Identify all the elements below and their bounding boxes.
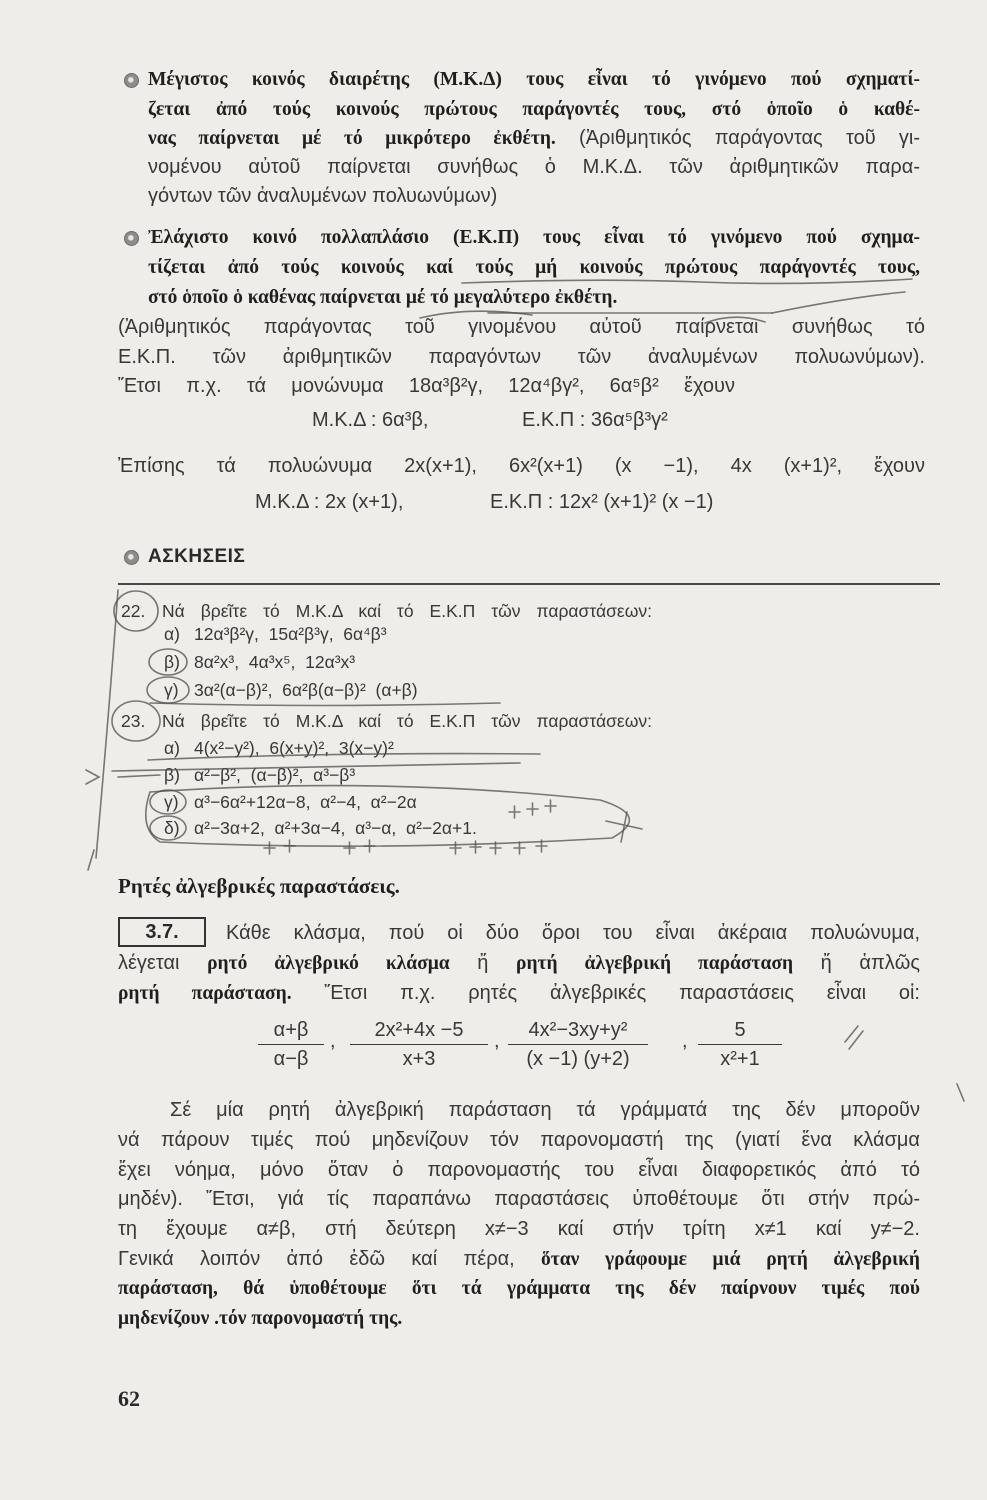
definition-line-1: Κάθε κλάσμα, πού οἱ δύο ὅροι του εἶναι ἀκέραια πολυώνυμα,	[226, 922, 920, 944]
exercise-23-item-label: α)	[164, 738, 180, 758]
exercise-22-item-label: γ)	[164, 680, 179, 700]
exercise-22-prompt: Νά βρεῖτε τό Μ.Κ.Δ καί τό Ε.Κ.Π τῶν παραστάσεων:	[162, 601, 652, 621]
exercise-22-item-text: 12α³β²γ, 15α²β³γ, 6α⁴β³	[194, 624, 387, 644]
lcm-line-5: Ε.Κ.Π. τῶν ἀριθμητικῶν παραγόντων τῶν ἀναλυμένων πολυωνύμων).	[118, 346, 925, 368]
fraction-numerator: 5	[698, 1016, 782, 1045]
paragraph-line-8: μηδενίζουν .τόν παρονομαστή της.	[118, 1308, 403, 1329]
fraction-separator: ,	[330, 1030, 336, 1052]
fraction-denominator: (x −1) (y+2)	[526, 1048, 630, 1070]
pencil-stroke	[88, 590, 118, 870]
paragraph-line-5: τη ἔχουμε α≠β, στή δεύτερη x≠−3 καί στήν τρίτη x≠1 καί y≠−2.	[118, 1218, 920, 1240]
pencil-plus-marks	[509, 800, 556, 818]
exercise-23-item-label: β)	[164, 765, 180, 785]
exercise-23-prompt: Νά βρεῖτε τό Μ.Κ.Δ καί τό Ε.Κ.Π τῶν παραστάσεων:	[162, 711, 652, 731]
exercises-heading: ΑΣΚΗΣΕΙΣ	[148, 546, 246, 567]
exercise-22-item-label: β)	[164, 652, 180, 672]
example-monomials-gcd: Μ.Κ.Δ : 6α³β,	[312, 409, 429, 431]
fraction-numerator: 2x²+4x −5	[350, 1016, 488, 1045]
definition-text: ἤ	[477, 952, 489, 974]
exercises-divider	[118, 583, 940, 585]
example-poly-line: Ἐπίσης τά πολυώνυμα 2x(x+1), 6x²(x+1) (x −1), 4x (x+1)², ἔχουν	[118, 455, 925, 477]
gcd-line-3	[148, 123, 920, 153]
exercise-22-item-text: 3α²(α−β)², 6α²β(α−β)² (α+β)	[194, 680, 418, 700]
bullet-icon	[124, 550, 139, 565]
pencil-arrow	[86, 770, 99, 784]
definition-text: λέγεται	[118, 952, 180, 974]
gcd-line-2: ζεται ἀπό τούς κοινούς πρώτους παράγοντές τους, στό ὁποῖο ὁ καθέ-	[148, 99, 920, 120]
gcd-line-1: Μέγιστος κοινός διαιρέτης (Μ.Κ.Δ) τους εἶναι τό γινόμενο πού σχηματί-	[148, 69, 920, 90]
paragraph-bold-text: ὅταν γράφουμε μιά ρητή ἀλγεβρική	[541, 1249, 920, 1270]
definition-line-3	[118, 978, 920, 1008]
exercise-23-item-text: 4(x²−y²), 6(x+y)², 3(x−y)²	[194, 738, 394, 758]
fraction	[698, 1016, 782, 1073]
lcm-line-1: Ἐλάχιστο κοινό πολλαπλάσιο (Ε.Κ.Π) τους εἶναι τό γινόμενο πού σχημα-	[148, 227, 920, 248]
exercise-23-item-text: α³−6α²+12α−8, α²−4, α²−2α	[194, 792, 417, 812]
bullet-icon	[124, 231, 139, 246]
fraction	[258, 1016, 324, 1073]
pencil-stroke	[118, 775, 160, 777]
gcd-line-3-rest: (Ἀριθμητικός παράγοντας τοῦ γι-	[579, 127, 920, 149]
exercise-22-item-text: 8α²x³, 4α³x⁵, 12α³x³	[194, 652, 356, 672]
paragraph-line-2: νά πάρουν τιμές πού μηδενίζουν τόν παρονομαστή της (γιατί ἕνα κλάσμα	[118, 1129, 920, 1151]
fraction-separator: ,	[494, 1030, 500, 1052]
exercise-23-item-label: γ)	[164, 792, 179, 812]
lcm-line-3: στό ὁποῖο ὁ καθένας παίρνεται μέ τό μεγαλύτερο ἐκθέτη.	[148, 287, 618, 308]
exercise-22-number: 22.	[121, 601, 146, 621]
fraction-numerator: α+β	[258, 1016, 324, 1045]
lcm-line-2: τίζεται ἀπό τούς κοινούς καί τούς μή κοινούς πρώτους παράγοντές τους,	[148, 257, 920, 278]
fraction-denominator: x+3	[402, 1048, 436, 1070]
term-rational-expression: ρητή ἀλγεβρική παράσταση	[516, 953, 794, 974]
exercise-23-item-text: α²−3α+2, α²+3α−4, α³−α, α²−2α+1.	[194, 818, 477, 838]
gcd-line-3-bold: νας παίρνεται μέ τό μικρότερο ἐκθέτη.	[148, 128, 556, 149]
example-monomials-line: Ἔτσι π.χ. τά μονώνυμα 18α³β²γ, 12α⁴βγ², 6α⁵β² ἔχουν	[118, 375, 735, 397]
definition-line-2	[118, 948, 920, 978]
exercise-22-item-label: α)	[164, 624, 180, 644]
paragraph-line-6	[118, 1244, 920, 1274]
paragraph-line-3: ἔχει νόημα, μόνο ὅταν ὁ παρονομαστής του εἶναι διαφορετικός ἀπό τό	[118, 1159, 920, 1181]
exercise-23-number: 23.	[121, 711, 146, 731]
bullet-icon	[124, 73, 139, 88]
gcd-line-5: γόντων τῶν ἀναλυμένων πολυωνύμων)	[148, 185, 498, 207]
definition-text: Ἔτσι π.χ. ρητές ἀλγεβρικές παραστάσεις εἶναι οἱ:	[324, 982, 920, 1004]
example-poly-gcd: Μ.Κ.Δ : 2x (x+1),	[255, 491, 404, 513]
exercise-23-item-text: α²−β², (α−β)², α³−β³	[194, 765, 356, 785]
example-poly-lcm: Ε.Κ.Π : 12x² (x+1)² (x −1)	[490, 491, 714, 513]
fraction-separator: ,	[682, 1030, 688, 1052]
paragraph-line-1: Σέ μία ρητή ἀλγεβρική παράσταση τά γράμματά της δέν μποροῦν	[170, 1099, 920, 1121]
paragraph-text: Γενικά λοιπόν ἀπό ἐδῶ καί πέρα,	[118, 1248, 515, 1270]
section-heading: Ρητές ἀλγεβρικές παραστάσεις.	[118, 874, 400, 898]
definition-text: ἤ ἁπλῶς	[820, 952, 920, 974]
pencil-mark	[957, 1084, 964, 1101]
fraction-numerator: 4x²−3xy+y²	[508, 1016, 648, 1045]
pencil-mark	[845, 1026, 863, 1049]
paragraph-line-7: παράσταση, θά ὑποθέτουμε ὅτι τά γράμματα της δέν παίρνουν τιμές πού	[118, 1278, 920, 1299]
term-rational-fraction: ρητό ἀλγεβρικό κλάσμα	[207, 953, 450, 974]
exercise-23-item-label: δ)	[164, 818, 180, 838]
fraction-denominator: x²+1	[720, 1048, 760, 1070]
lcm-line-4: (Ἀριθμητικός παράγοντας τοῦ γινομένου αὐτοῦ παίρνεται συνήθως τό	[118, 316, 925, 338]
term-rational-expression-short: ρητή παράσταση.	[118, 983, 292, 1004]
paragraph-line-4: μηδέν). Ἔτσι, γιά τίς παραπάνω παραστάσεις ὑποθέτουμε ὅτι στήν πρώ-	[118, 1188, 920, 1210]
fraction	[508, 1016, 648, 1073]
fraction	[350, 1016, 488, 1073]
pencil-mark	[606, 812, 642, 842]
pencil-plus-marks	[264, 840, 547, 854]
gcd-line-4: νομένου αὐτοῦ παίρνεται συνήθως ὁ Μ.Κ.Δ. τῶν ἀριθμητικῶν παρα-	[148, 156, 920, 178]
page-number: 62	[118, 1386, 140, 1411]
pencil-underline	[150, 703, 500, 706]
section-number-box: 3.7.	[118, 917, 206, 947]
example-monomials-lcm: Ε.Κ.Π : 36α⁵β³γ²	[522, 409, 668, 431]
fraction-denominator: α−β	[273, 1048, 309, 1070]
